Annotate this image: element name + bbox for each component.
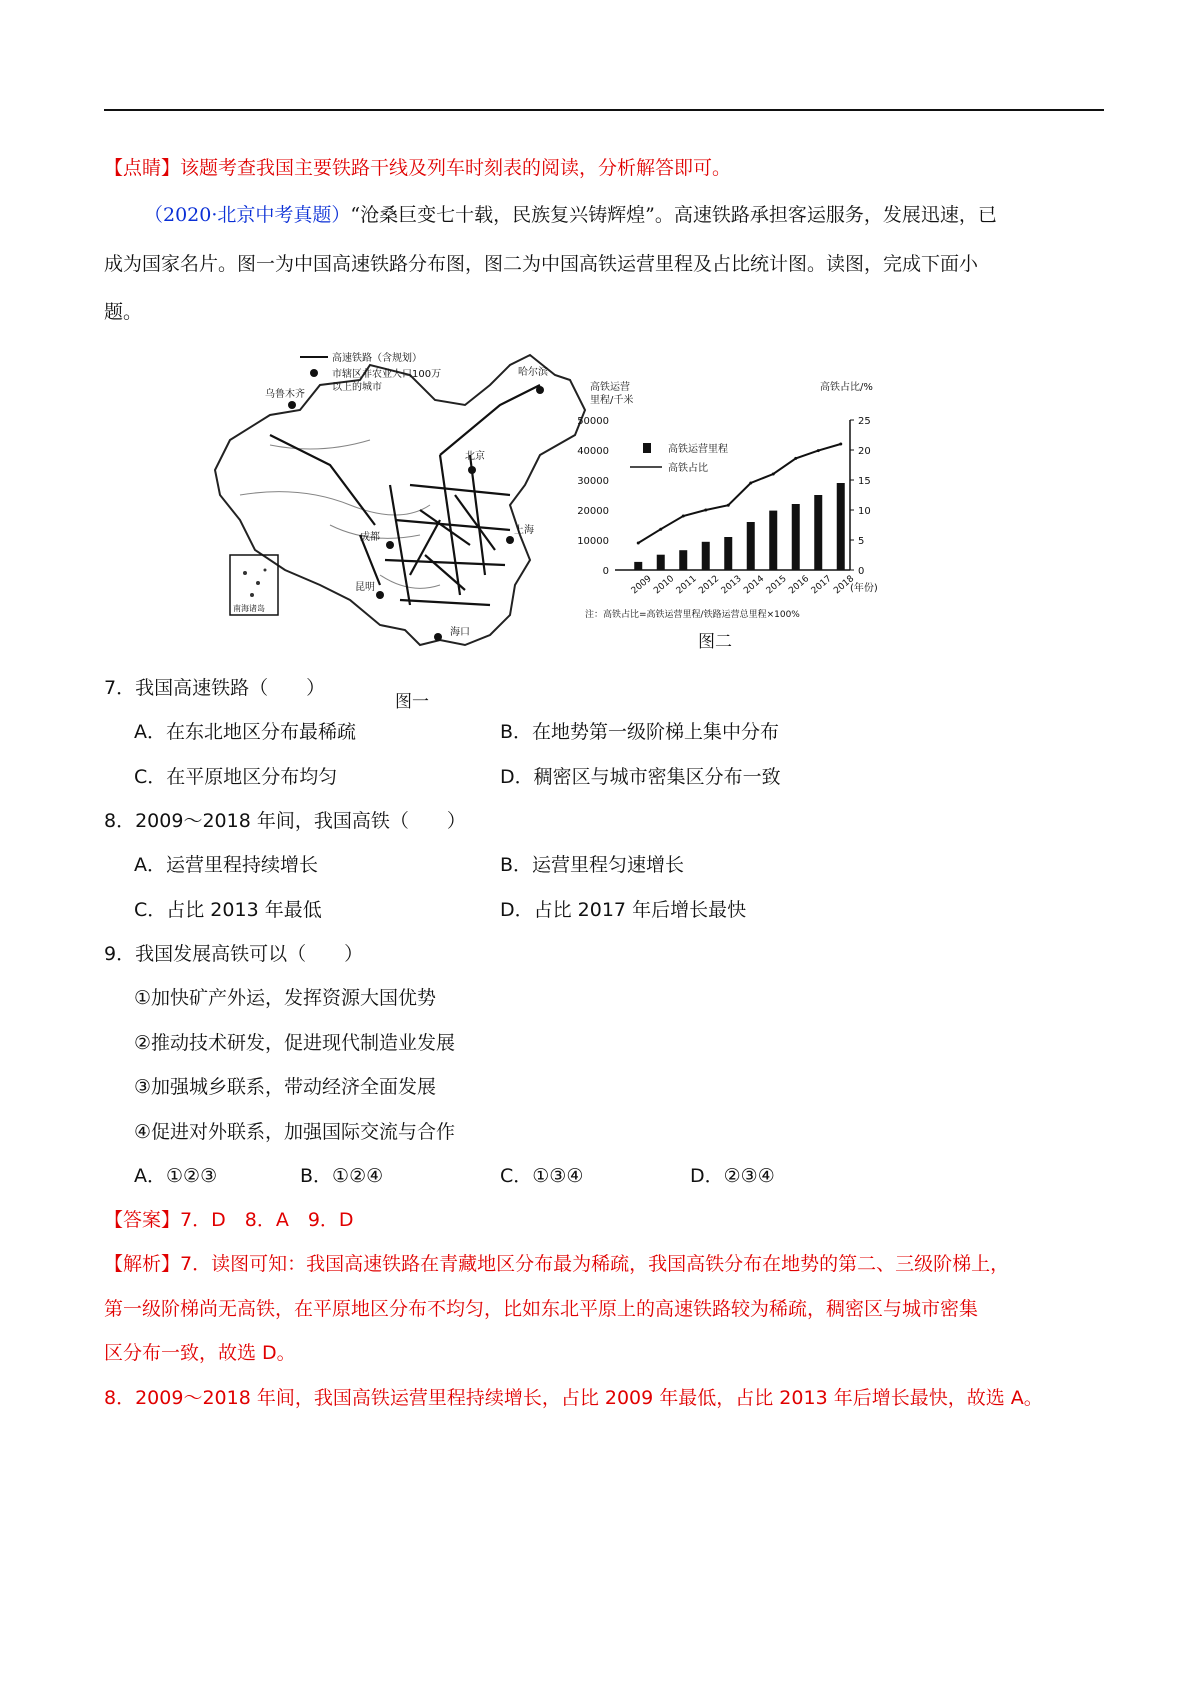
q8-option-c: C．占比 2013 年最低 xyxy=(134,899,322,921)
right-tick-label: 10 xyxy=(858,506,871,517)
analysis-tag: 【解析】 xyxy=(104,1253,181,1275)
x-tick-label: 2014 xyxy=(742,573,767,597)
city-label-chengdu: 成都 xyxy=(360,532,380,543)
x-tick-label: 2010 xyxy=(652,573,677,597)
bar-2010 xyxy=(657,555,665,570)
q7-option-b: B．在地势第一级阶梯上集中分布 xyxy=(500,721,780,743)
share-point-2014 xyxy=(749,482,752,485)
share-point-2009 xyxy=(637,542,640,545)
left-tick-label: 40000 xyxy=(577,446,609,457)
left-axis-title-2: 里程/千米 xyxy=(590,395,634,406)
analysis-line-2: 第一级阶梯尚无高铁，在平原地区分布不均匀，比如东北平原上的高速铁路较为稀疏，稠密区与城市密集 xyxy=(104,1298,979,1320)
q9-option-c: C．①③④ xyxy=(500,1165,584,1187)
q8-stem: 8．2009～2018 年间，我国高铁（ ） xyxy=(104,810,466,832)
city-label-beijing: 北京 xyxy=(465,451,485,462)
city-label-kunming: 昆明 xyxy=(355,582,375,593)
city-dot-urumqi xyxy=(288,401,296,409)
right-tick-label: 20 xyxy=(858,446,871,457)
figure-area xyxy=(210,345,980,715)
q8-option-a: A．运营里程持续增长 xyxy=(134,854,318,876)
legend-rail-label: 高速铁路（含规划） xyxy=(332,353,422,364)
analysis-line-4: 8．2009～2018 年间，我国高铁运营里程持续增长，占比 2009 年最低，占比 2013 年后增长最快，故选 A。 xyxy=(104,1387,1043,1409)
x-tick-label: 2009 xyxy=(629,573,654,597)
q7-option-a: A．在东北地区分布最稀疏 xyxy=(134,721,356,743)
share-point-2015 xyxy=(772,473,775,476)
dianjing-paragraph xyxy=(104,153,731,183)
analysis-line-3: 区分布一致，故选 D。 xyxy=(104,1342,296,1364)
right-tick-labels xyxy=(850,416,871,577)
right-axis-title: 高铁占比/% xyxy=(820,382,873,393)
inset-label: 南海诸岛 xyxy=(233,604,265,613)
city-dot-chengdu xyxy=(386,541,394,549)
q7-option-c: C．在平原地区分布均匀 xyxy=(134,766,338,788)
bar-2016 xyxy=(792,504,800,570)
legend-city-label-1: 市辖区非农业人口100万 xyxy=(332,369,442,380)
share-point-2016 xyxy=(794,457,797,460)
analysis-line-1: 【解析】7．读图可知：我国高速铁路在青藏地区分布最为稀疏，我国高铁分布在地势的第二、三级阶梯上， xyxy=(104,1253,1010,1275)
chart-caption: 图二 xyxy=(698,632,732,652)
map-legend xyxy=(300,351,441,393)
left-tick-label: 50000 xyxy=(577,416,609,427)
intro-line-1: （2020·北京中考真题）“沧桑巨变七十载，民族复兴铸辉煌”。高速铁路承担客运服务，发展迅速，已 xyxy=(144,204,997,226)
share-point-2011 xyxy=(682,515,685,518)
x-tick-label: 2012 xyxy=(697,573,722,597)
left-tick-label: 0 xyxy=(602,566,609,577)
right-tick-label: 15 xyxy=(858,476,871,487)
q8-option-d: D．占比 2017 年后增长最快 xyxy=(500,899,747,921)
bar-2014 xyxy=(747,522,755,570)
bar-2018 xyxy=(837,483,845,570)
x-tick-label: 2018 xyxy=(832,573,857,597)
right-tick-label: 0 xyxy=(858,566,865,577)
share-line xyxy=(638,444,841,543)
right-tick-label: 25 xyxy=(858,416,871,427)
q8-option-b: B．运营里程匀速增长 xyxy=(500,854,685,876)
left-axis-title-1: 高铁运营 xyxy=(590,382,630,393)
city-label-haikou: 海口 xyxy=(450,627,470,638)
x-tick-label: 2016 xyxy=(787,573,812,597)
chart-note: 注：高铁占比=高铁运营里程/铁路运营总里程×100% xyxy=(585,610,800,620)
dianjing-text: 该题考查我国主要铁路干线及列车时刻表的阅读，分析解答即可。 xyxy=(180,157,732,179)
bar-2013 xyxy=(724,537,732,570)
q9-statement-2: ②推动技术研发，促进现代制造业发展 xyxy=(134,1032,456,1054)
source-tag: （2020·北京中考真题） xyxy=(144,204,351,226)
dianjing-tag: 【点睛】 xyxy=(104,157,181,179)
left-tick-label: 20000 xyxy=(577,506,609,517)
bar-2009 xyxy=(634,562,642,570)
share-point-2013 xyxy=(727,504,730,507)
city-dot-haikou xyxy=(434,633,442,641)
share-point-2018 xyxy=(839,443,842,446)
x-tick-label: 2017 xyxy=(809,573,834,597)
city-label-urumqi: 乌鲁木齐 xyxy=(265,389,305,400)
answer-text: 7．D 8．A 9．D xyxy=(180,1209,354,1231)
q9-statement-1: ①加快矿产外运，发挥资源大国优势 xyxy=(134,987,437,1009)
q7-stem: 7．我国高速铁路（ ） xyxy=(104,677,326,699)
bar-2015 xyxy=(769,511,777,570)
answer-line xyxy=(104,1205,354,1235)
bar-2012 xyxy=(702,542,710,570)
city-label-shanghai: 上海 xyxy=(514,525,534,536)
city-label-harbin: 哈尔滨 xyxy=(518,367,548,378)
share-point-2017 xyxy=(817,449,820,452)
share-point-2010 xyxy=(659,528,662,531)
x-tick-label: 2013 xyxy=(719,573,744,597)
q9-option-a: A．①②③ xyxy=(134,1165,218,1187)
legend-city-label-2: 以上的城市 xyxy=(332,382,382,393)
left-tick-labels xyxy=(577,416,609,577)
south-china-sea-inset xyxy=(230,555,278,615)
bar-2011 xyxy=(679,550,687,570)
city-dot-harbin xyxy=(536,386,544,394)
rail-chart xyxy=(577,380,878,652)
map-caption: 图一 xyxy=(395,692,429,712)
q7-option-d: D．稠密区与城市密集区分布一致 xyxy=(500,766,781,788)
q9-stem: 9．我国发展高铁可以（ ） xyxy=(104,943,364,965)
legend-line-label: 高铁占比 xyxy=(668,463,708,474)
x-tick-label: 2015 xyxy=(764,573,789,597)
header-rule xyxy=(104,109,1104,111)
q9-option-b: B．①②④ xyxy=(300,1165,384,1187)
answer-tag: 【答案】 xyxy=(104,1209,181,1231)
left-tick-label: 30000 xyxy=(577,476,609,487)
line-series xyxy=(637,443,843,545)
legend-bar-label: 高铁运营里程 xyxy=(668,444,728,455)
intro-line-2: 成为国家名片。图一为中国高速铁路分布图，图二为中国高铁运营里程及占比统计图。读图，完成下面小 xyxy=(104,253,979,275)
x-axis-title: (年份) xyxy=(850,583,878,594)
bar-2017 xyxy=(814,495,822,570)
q9-statement-4: ④促进对外联系，加强国际交流与合作 xyxy=(134,1121,456,1143)
china-rail-map xyxy=(215,351,585,712)
intro-line-3: 题。 xyxy=(104,301,143,323)
chart-legend xyxy=(630,442,728,474)
city-dot-kunming xyxy=(376,591,384,599)
left-tick-label: 10000 xyxy=(577,536,609,547)
city-dot-shanghai xyxy=(506,536,514,544)
x-tick-labels xyxy=(630,574,857,597)
share-point-2012 xyxy=(704,509,707,512)
right-tick-label: 5 xyxy=(858,536,865,547)
q9-statement-3: ③加强城乡联系，带动经济全面发展 xyxy=(134,1076,437,1098)
x-tick-label: 2011 xyxy=(674,573,699,597)
city-dot-beijing xyxy=(468,466,476,474)
q9-option-d: D．②③④ xyxy=(690,1165,775,1187)
